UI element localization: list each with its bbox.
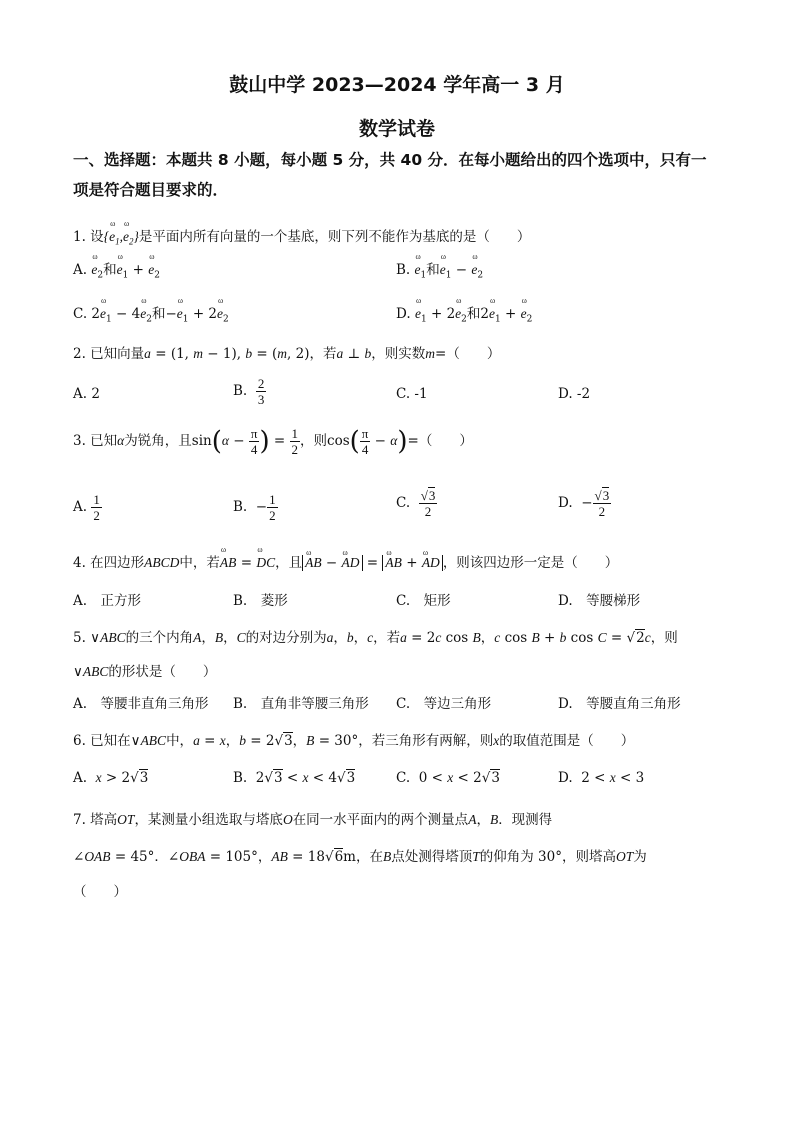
question-4-option-c: C. 矩形 bbox=[396, 593, 451, 609]
question-4-option-a: A. 正方形 bbox=[73, 593, 142, 609]
question-3-stem: 3. 已知α为锐角，且sin(α − $\frac{\pi}{4}$ ) = $\frac{1}{2}$ ，则cos( $\frac{\pi}{4}$ − α)=（ ） bbox=[73, 426, 473, 457]
question-6-option-c: C. 0 < x < 2√3 bbox=[396, 770, 500, 786]
question-6-option-a: A. x > 2√3 bbox=[73, 770, 149, 786]
exam-title: 鼓山中学 2023—2024 学年高一 3 月 bbox=[229, 74, 565, 96]
question-3-option-d: D. − $\frac{√3}{2}$ bbox=[558, 488, 610, 519]
question-1-option-d: D. ω $e_1 + 2\omega$ $e_2$和2ω $e_1 + \omega$ $e_2$ bbox=[396, 302, 532, 325]
question-3-option-c: C. $\frac{√3}{2}$ bbox=[396, 488, 436, 519]
question-5-option-b: B. 直角非等腰三角形 bbox=[233, 696, 369, 712]
section-heading: 一、选择题：本题共 8 小题，每小题 5 分，共 40 分．在每小题给出的四个选项中，只有一项是符合题目要求的． bbox=[73, 151, 707, 199]
question-5-option-a: A. 等腰非直角三角形 bbox=[73, 696, 209, 712]
question-1-option-c: C. 2ω $e_1 - 4\omega$ $e_2$和−ω $e_1 + 2\omega$ $e_2$ bbox=[73, 302, 229, 325]
question-7-stem-line1: 7. 塔高OT，某测量小组选取与塔底O在同一水平面内的两个测量点A，B．现测得 bbox=[73, 812, 553, 828]
exam-subtitle: 数学试卷 bbox=[358, 118, 435, 140]
question-4-option-b: B. 菱形 bbox=[233, 593, 288, 609]
question-5-stem-line1: 5. ∨ABC的三个内角A，B，C的对边分别为a，b，c，若a = 2c cos B，c cos B + b cos C = √2c，则 bbox=[73, 630, 678, 646]
question-1-option-b: B. ω $e_1$和ω $e_1 - \omega$ $e_2$ bbox=[396, 258, 483, 281]
question-6-stem: 6. 已知在∨ABC中，a = x，b = 2√3，B = 30°，若三角形有两解，则x的取值范围是（ ） bbox=[73, 733, 635, 749]
question-4-option-d: D. 等腰梯形 bbox=[558, 593, 641, 609]
question-5-stem-line2: ∨ABC的形状是（ ） bbox=[73, 664, 217, 680]
question-5-option-d: D. 等腰直角三角形 bbox=[558, 696, 681, 712]
question-2-option-a: A. 2 bbox=[73, 386, 100, 402]
question-2-option-b: B. $\frac{2}{3}$ bbox=[233, 376, 265, 407]
question-4-stem: 4. 在四边形ABCD中，若ω AB = ω DC，且ω AB − ω AD = ω AB + ω AD ，则该四边形一定是（ ） bbox=[73, 551, 618, 571]
question-7-stem-line2: ∠OAB = 45°．∠OBA = 105°，AB = 18√6m，在B点处测得塔顶T的仰角为 30°，则塔高OT为 bbox=[73, 849, 647, 865]
question-5-option-c: C. 等边三角形 bbox=[396, 696, 492, 712]
question-1-option-a: A. ω $e_2$和ω $e_1 + \omega$ $e_2$ bbox=[73, 258, 160, 281]
question-7-stem-line3: （ ） bbox=[73, 884, 127, 900]
question-2-option-c: C. -1 bbox=[396, 386, 428, 402]
question-3-option-a: A. $\frac{1}{2}$ bbox=[73, 492, 100, 523]
question-1-stem: 1. 设{ω $e_1,\omega$ $e_2$}是平面内所有向量的一个基底，则下列不能作为基底的是（ ） bbox=[73, 225, 530, 247]
question-6-option-b: B. 2√3 < x < 4√3 bbox=[233, 770, 356, 786]
question-6-option-d: D. 2 < x < 3 bbox=[558, 770, 645, 786]
question-2-stem: 2. 已知向量a = (1, m − 1), b = (m, 2)，若a ⊥ b，则实数m=（ ） bbox=[73, 346, 501, 362]
question-3-option-b: B. − $\frac{1}{2}$ bbox=[233, 492, 276, 523]
question-2-option-d: D. -2 bbox=[558, 386, 591, 402]
